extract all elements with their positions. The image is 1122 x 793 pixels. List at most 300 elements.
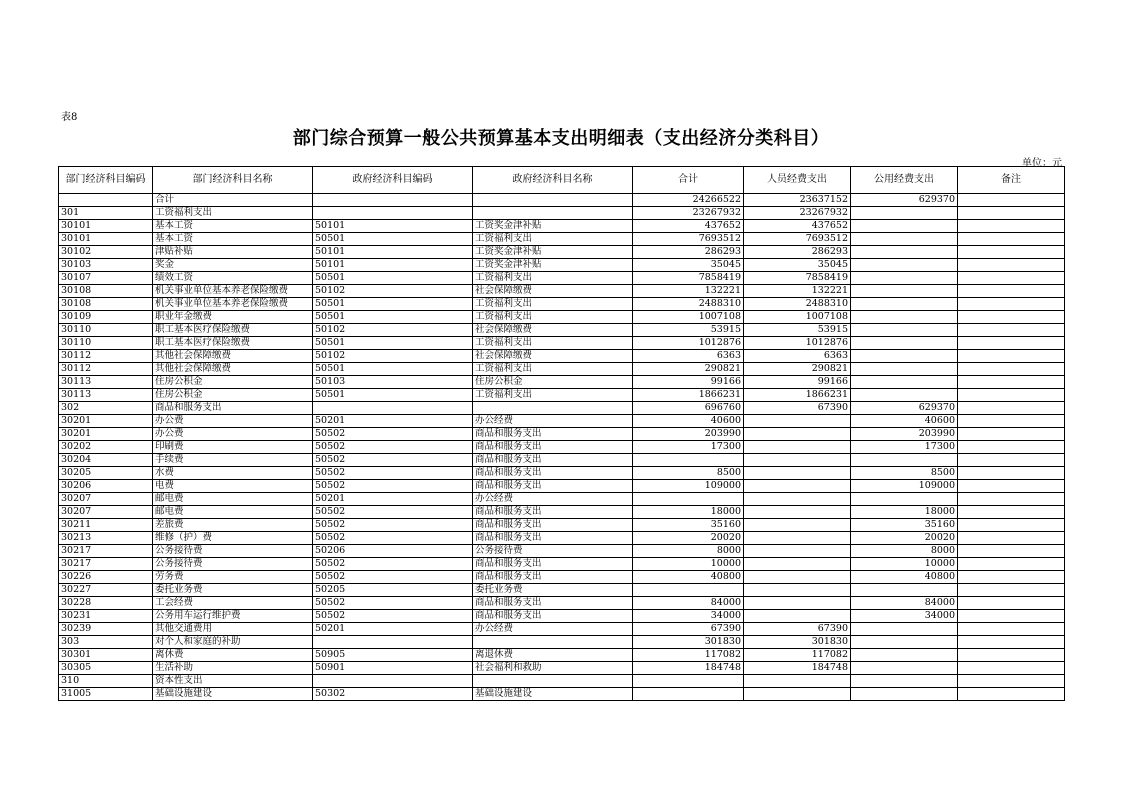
cell-dept-code: 30239	[59, 623, 153, 636]
cell-dept-name: 住房公积金	[153, 389, 313, 402]
cell-gov-code: 50101	[313, 259, 473, 272]
cell-total	[633, 675, 744, 688]
cell-personnel: 1866231	[744, 389, 851, 402]
cell-gov-code: 50502	[313, 532, 473, 545]
cell-total: 437652	[633, 220, 744, 233]
cell-total: 7693512	[633, 233, 744, 246]
cell-total: 6363	[633, 350, 744, 363]
cell-personnel	[744, 428, 851, 441]
cell-dept-code: 30213	[59, 532, 153, 545]
cell-remarks	[958, 246, 1065, 259]
cell-public: 10000	[851, 558, 958, 571]
cell-gov-name: 基础设施建设	[473, 688, 633, 701]
cell-dept-name: 其他社会保障缴费	[153, 350, 313, 363]
cell-dept-code: 30204	[59, 454, 153, 467]
cell-total: 1866231	[633, 389, 744, 402]
unit-label: 单位：元	[1022, 158, 1062, 169]
table-row	[59, 493, 1065, 506]
cell-gov-code: 50101	[313, 220, 473, 233]
cell-dept-code: 30202	[59, 441, 153, 454]
table-number: 表8	[61, 112, 78, 123]
cell-gov-code: 50205	[313, 584, 473, 597]
cell-public	[851, 636, 958, 649]
cell-dept-code: 30101	[59, 220, 153, 233]
header-dept-code: 部门经济科目编码	[59, 167, 153, 194]
cell-remarks	[958, 207, 1065, 220]
cell-total: 53915	[633, 324, 744, 337]
cell-personnel	[744, 441, 851, 454]
cell-personnel	[744, 519, 851, 532]
table-row	[59, 285, 1065, 298]
cell-gov-code: 50502	[313, 467, 473, 480]
table-row	[59, 259, 1065, 272]
cell-gov-name: 社会保障缴费	[473, 324, 633, 337]
cell-remarks	[958, 194, 1065, 207]
cell-remarks	[958, 597, 1065, 610]
cell-gov-code: 50102	[313, 324, 473, 337]
table-row	[59, 194, 1065, 207]
cell-gov-code: 50502	[313, 480, 473, 493]
cell-public	[851, 220, 958, 233]
cell-gov-code: 50501	[313, 233, 473, 246]
cell-dept-code: 30206	[59, 480, 153, 493]
cell-gov-name	[473, 402, 633, 415]
cell-remarks	[958, 350, 1065, 363]
cell-gov-code: 50502	[313, 597, 473, 610]
cell-gov-name: 商品和服务支出	[473, 519, 633, 532]
table-row	[59, 246, 1065, 259]
cell-gov-code	[313, 675, 473, 688]
cell-dept-name: 公务接待费	[153, 545, 313, 558]
cell-personnel	[744, 454, 851, 467]
cell-dept-name: 印刷费	[153, 441, 313, 454]
cell-dept-code: 301	[59, 207, 153, 220]
page-title: 部门综合预算一般公共预算基本支出明细表（支出经济分类科目）	[292, 128, 830, 149]
cell-gov-name: 委托业务费	[473, 584, 633, 597]
cell-dept-name: 生活补助	[153, 662, 313, 675]
cell-remarks	[958, 571, 1065, 584]
cell-remarks	[958, 259, 1065, 272]
cell-dept-code: 30227	[59, 584, 153, 597]
cell-public: 40800	[851, 571, 958, 584]
cell-dept-code: 30102	[59, 246, 153, 259]
cell-remarks	[958, 662, 1065, 675]
cell-dept-name: 津贴补贴	[153, 246, 313, 259]
table-row	[59, 272, 1065, 285]
cell-remarks	[958, 688, 1065, 701]
table-row	[59, 649, 1065, 662]
cell-dept-name: 其他社会保障缴费	[153, 363, 313, 376]
cell-dept-name: 奖金	[153, 259, 313, 272]
cell-gov-name: 工资福利支出	[473, 272, 633, 285]
cell-dept-name: 维修（护）费	[153, 532, 313, 545]
cell-total: 18000	[633, 506, 744, 519]
cell-personnel: 67390	[744, 623, 851, 636]
cell-gov-name: 住房公积金	[473, 376, 633, 389]
cell-personnel: 53915	[744, 324, 851, 337]
cell-total: 20020	[633, 532, 744, 545]
cell-personnel	[744, 597, 851, 610]
cell-personnel: 2488310	[744, 298, 851, 311]
cell-public	[851, 376, 958, 389]
cell-public	[851, 350, 958, 363]
cell-public	[851, 324, 958, 337]
cell-remarks	[958, 363, 1065, 376]
cell-personnel: 286293	[744, 246, 851, 259]
cell-personnel	[744, 688, 851, 701]
cell-total: 35160	[633, 519, 744, 532]
cell-personnel: 67390	[744, 402, 851, 415]
cell-remarks	[958, 493, 1065, 506]
cell-public	[851, 246, 958, 259]
cell-gov-code: 50905	[313, 649, 473, 662]
cell-remarks	[958, 675, 1065, 688]
cell-total: 84000	[633, 597, 744, 610]
cell-dept-name: 劳务费	[153, 571, 313, 584]
cell-gov-name: 商品和服务支出	[473, 558, 633, 571]
table-row	[59, 415, 1065, 428]
cell-personnel: 23267932	[744, 207, 851, 220]
table-row	[59, 389, 1065, 402]
cell-public	[851, 454, 958, 467]
cell-public	[851, 311, 958, 324]
cell-dept-code: 30108	[59, 285, 153, 298]
cell-personnel	[744, 675, 851, 688]
cell-remarks	[958, 285, 1065, 298]
cell-gov-name: 工资福利支出	[473, 389, 633, 402]
cell-dept-code: 30113	[59, 389, 153, 402]
cell-total: 67390	[633, 623, 744, 636]
cell-personnel: 290821	[744, 363, 851, 376]
cell-dept-code: 30205	[59, 467, 153, 480]
cell-dept-code: 30207	[59, 506, 153, 519]
table-body	[59, 194, 1065, 701]
cell-total: 184748	[633, 662, 744, 675]
cell-remarks	[958, 311, 1065, 324]
cell-personnel	[744, 532, 851, 545]
cell-dept-code: 30101	[59, 233, 153, 246]
cell-dept-name: 职工基本医疗保险缴费	[153, 337, 313, 350]
cell-gov-code: 50502	[313, 519, 473, 532]
budget-table	[58, 166, 1065, 701]
cell-gov-code: 50501	[313, 272, 473, 285]
header-gov-name: 政府经济科目名称	[473, 167, 633, 194]
cell-personnel: 117082	[744, 649, 851, 662]
cell-public	[851, 259, 958, 272]
cell-personnel: 1007108	[744, 311, 851, 324]
cell-remarks	[958, 376, 1065, 389]
cell-remarks	[958, 428, 1065, 441]
cell-remarks	[958, 272, 1065, 285]
cell-dept-name: 对个人和家庭的补助	[153, 636, 313, 649]
table-row	[59, 402, 1065, 415]
cell-dept-name: 公务用车运行维护费	[153, 610, 313, 623]
cell-total: 7858419	[633, 272, 744, 285]
cell-gov-code: 50501	[313, 337, 473, 350]
cell-gov-code: 50103	[313, 376, 473, 389]
cell-gov-name: 工资奖金津补贴	[473, 259, 633, 272]
cell-dept-code: 30217	[59, 558, 153, 571]
cell-remarks	[958, 480, 1065, 493]
cell-public	[851, 662, 958, 675]
cell-total: 99166	[633, 376, 744, 389]
cell-dept-name: 职工基本医疗保险缴费	[153, 324, 313, 337]
cell-gov-name: 工资福利支出	[473, 311, 633, 324]
cell-public	[851, 584, 958, 597]
cell-dept-name: 委托业务费	[153, 584, 313, 597]
cell-dept-code: 30201	[59, 428, 153, 441]
cell-gov-code: 50501	[313, 363, 473, 376]
cell-total	[633, 454, 744, 467]
cell-remarks	[958, 454, 1065, 467]
cell-gov-code: 50501	[313, 389, 473, 402]
cell-public	[851, 493, 958, 506]
cell-remarks	[958, 415, 1065, 428]
cell-total: 17300	[633, 441, 744, 454]
cell-dept-code: 30217	[59, 545, 153, 558]
cell-gov-name: 工资奖金津补贴	[473, 220, 633, 233]
cell-public: 34000	[851, 610, 958, 623]
cell-public	[851, 272, 958, 285]
cell-total: 203990	[633, 428, 744, 441]
cell-gov-code: 50201	[313, 415, 473, 428]
cell-personnel	[744, 571, 851, 584]
cell-gov-code: 50201	[313, 623, 473, 636]
table-row	[59, 467, 1065, 480]
cell-dept-name: 邮电费	[153, 506, 313, 519]
cell-gov-name: 商品和服务支出	[473, 532, 633, 545]
cell-total: 1007108	[633, 311, 744, 324]
cell-total: 696760	[633, 402, 744, 415]
header-public: 公用经费支出	[851, 167, 958, 194]
cell-remarks	[958, 402, 1065, 415]
cell-total: 24266522	[633, 194, 744, 207]
cell-public: 18000	[851, 506, 958, 519]
cell-gov-code	[313, 194, 473, 207]
cell-total	[633, 584, 744, 597]
cell-public	[851, 337, 958, 350]
cell-dept-name: 差旅费	[153, 519, 313, 532]
cell-gov-name	[473, 194, 633, 207]
table-row	[59, 311, 1065, 324]
cell-dept-code: 30226	[59, 571, 153, 584]
cell-personnel: 7858419	[744, 272, 851, 285]
table-row	[59, 454, 1065, 467]
cell-dept-code: 30201	[59, 415, 153, 428]
cell-personnel: 23637152	[744, 194, 851, 207]
cell-remarks	[958, 584, 1065, 597]
table-row	[59, 519, 1065, 532]
table-row	[59, 428, 1065, 441]
cell-public	[851, 623, 958, 636]
cell-gov-name: 商品和服务支出	[473, 571, 633, 584]
table-row	[59, 324, 1065, 337]
cell-gov-name: 办公经费	[473, 623, 633, 636]
cell-gov-name	[473, 636, 633, 649]
cell-total: 23267932	[633, 207, 744, 220]
cell-dept-name: 基础设施建设	[153, 688, 313, 701]
table-row	[59, 571, 1065, 584]
cell-dept-code: 30109	[59, 311, 153, 324]
cell-personnel	[744, 415, 851, 428]
cell-public	[851, 675, 958, 688]
cell-total: 286293	[633, 246, 744, 259]
cell-dept-name: 电费	[153, 480, 313, 493]
cell-total: 34000	[633, 610, 744, 623]
cell-dept-code: 30103	[59, 259, 153, 272]
header-dept-name: 部门经济科目名称	[153, 167, 313, 194]
cell-dept-name: 离休费	[153, 649, 313, 662]
table-row	[59, 298, 1065, 311]
table-row	[59, 207, 1065, 220]
cell-dept-code: 30108	[59, 298, 153, 311]
cell-gov-name: 工资福利支出	[473, 233, 633, 246]
cell-remarks	[958, 337, 1065, 350]
cell-personnel: 1012876	[744, 337, 851, 350]
cell-gov-name: 商品和服务支出	[473, 597, 633, 610]
cell-dept-code: 30231	[59, 610, 153, 623]
cell-remarks	[958, 519, 1065, 532]
cell-dept-code: 30110	[59, 324, 153, 337]
cell-remarks	[958, 298, 1065, 311]
cell-personnel	[744, 506, 851, 519]
header-total: 合计	[633, 167, 744, 194]
cell-gov-code: 50502	[313, 571, 473, 584]
cell-dept-code: 30305	[59, 662, 153, 675]
cell-gov-code: 50502	[313, 428, 473, 441]
cell-gov-name: 工资福利支出	[473, 363, 633, 376]
cell-dept-name: 基本工资	[153, 233, 313, 246]
cell-dept-name: 住房公积金	[153, 376, 313, 389]
cell-dept-name: 办公费	[153, 415, 313, 428]
cell-dept-name: 基本工资	[153, 220, 313, 233]
cell-public: 203990	[851, 428, 958, 441]
table-row	[59, 337, 1065, 350]
cell-personnel: 132221	[744, 285, 851, 298]
table-row	[59, 376, 1065, 389]
cell-remarks	[958, 467, 1065, 480]
cell-public: 629370	[851, 402, 958, 415]
cell-dept-code: 30112	[59, 363, 153, 376]
cell-gov-code: 50302	[313, 688, 473, 701]
cell-dept-name: 办公费	[153, 428, 313, 441]
header-row	[59, 167, 1065, 194]
cell-total: 301830	[633, 636, 744, 649]
cell-public	[851, 233, 958, 246]
table-row	[59, 441, 1065, 454]
cell-personnel	[744, 584, 851, 597]
cell-gov-name: 公务接待费	[473, 545, 633, 558]
table-row	[59, 584, 1065, 597]
cell-total: 40800	[633, 571, 744, 584]
cell-total: 1012876	[633, 337, 744, 350]
cell-dept-name: 机关事业单位基本养老保险缴费	[153, 298, 313, 311]
cell-gov-code	[313, 402, 473, 415]
cell-dept-code: 30211	[59, 519, 153, 532]
cell-public: 84000	[851, 597, 958, 610]
cell-dept-name: 机关事业单位基本养老保险缴费	[153, 285, 313, 298]
cell-personnel	[744, 493, 851, 506]
cell-remarks	[958, 220, 1065, 233]
cell-dept-code: 303	[59, 636, 153, 649]
cell-personnel: 437652	[744, 220, 851, 233]
cell-personnel	[744, 545, 851, 558]
cell-public: 109000	[851, 480, 958, 493]
table-row	[59, 532, 1065, 545]
table-row	[59, 558, 1065, 571]
cell-total: 2488310	[633, 298, 744, 311]
cell-personnel: 99166	[744, 376, 851, 389]
cell-gov-code: 50102	[313, 350, 473, 363]
cell-dept-name: 邮电费	[153, 493, 313, 506]
cell-gov-name: 办公经费	[473, 493, 633, 506]
cell-gov-code	[313, 636, 473, 649]
cell-dept-code: 30107	[59, 272, 153, 285]
cell-gov-name: 办公经费	[473, 415, 633, 428]
cell-public: 40600	[851, 415, 958, 428]
cell-public: 17300	[851, 441, 958, 454]
cell-public: 629370	[851, 194, 958, 207]
table-row	[59, 688, 1065, 701]
cell-personnel: 184748	[744, 662, 851, 675]
cell-gov-code: 50901	[313, 662, 473, 675]
cell-total: 109000	[633, 480, 744, 493]
cell-gov-code: 50502	[313, 506, 473, 519]
cell-dept-code: 30110	[59, 337, 153, 350]
cell-gov-name: 社会福利和救助	[473, 662, 633, 675]
cell-gov-name: 商品和服务支出	[473, 454, 633, 467]
cell-gov-name: 工资奖金津补贴	[473, 246, 633, 259]
cell-dept-code: 302	[59, 402, 153, 415]
cell-gov-code: 50501	[313, 311, 473, 324]
cell-gov-name: 商品和服务支出	[473, 467, 633, 480]
cell-public	[851, 649, 958, 662]
cell-gov-name	[473, 207, 633, 220]
cell-total: 8000	[633, 545, 744, 558]
cell-remarks	[958, 532, 1065, 545]
cell-dept-code: 30113	[59, 376, 153, 389]
cell-public: 35160	[851, 519, 958, 532]
cell-gov-code: 50102	[313, 285, 473, 298]
table-row	[59, 350, 1065, 363]
cell-personnel: 6363	[744, 350, 851, 363]
table-row	[59, 363, 1065, 376]
table-row	[59, 597, 1065, 610]
cell-dept-name: 合计	[153, 194, 313, 207]
cell-gov-code: 50502	[313, 610, 473, 623]
cell-gov-name: 商品和服务支出	[473, 428, 633, 441]
header-gov-code: 政府经济科目编码	[313, 167, 473, 194]
cell-public	[851, 389, 958, 402]
cell-gov-code: 50101	[313, 246, 473, 259]
cell-gov-name: 工资福利支出	[473, 298, 633, 311]
cell-remarks	[958, 233, 1065, 246]
cell-dept-name: 其他交通费用	[153, 623, 313, 636]
table-row	[59, 636, 1065, 649]
cell-public	[851, 207, 958, 220]
cell-public	[851, 298, 958, 311]
cell-dept-code: 30301	[59, 649, 153, 662]
cell-gov-name: 商品和服务支出	[473, 480, 633, 493]
cell-remarks	[958, 558, 1065, 571]
cell-gov-code	[313, 207, 473, 220]
cell-remarks	[958, 389, 1065, 402]
cell-gov-name: 商品和服务支出	[473, 441, 633, 454]
cell-gov-name: 离退休费	[473, 649, 633, 662]
table-row	[59, 220, 1065, 233]
cell-dept-code: 310	[59, 675, 153, 688]
cell-dept-code: 30112	[59, 350, 153, 363]
